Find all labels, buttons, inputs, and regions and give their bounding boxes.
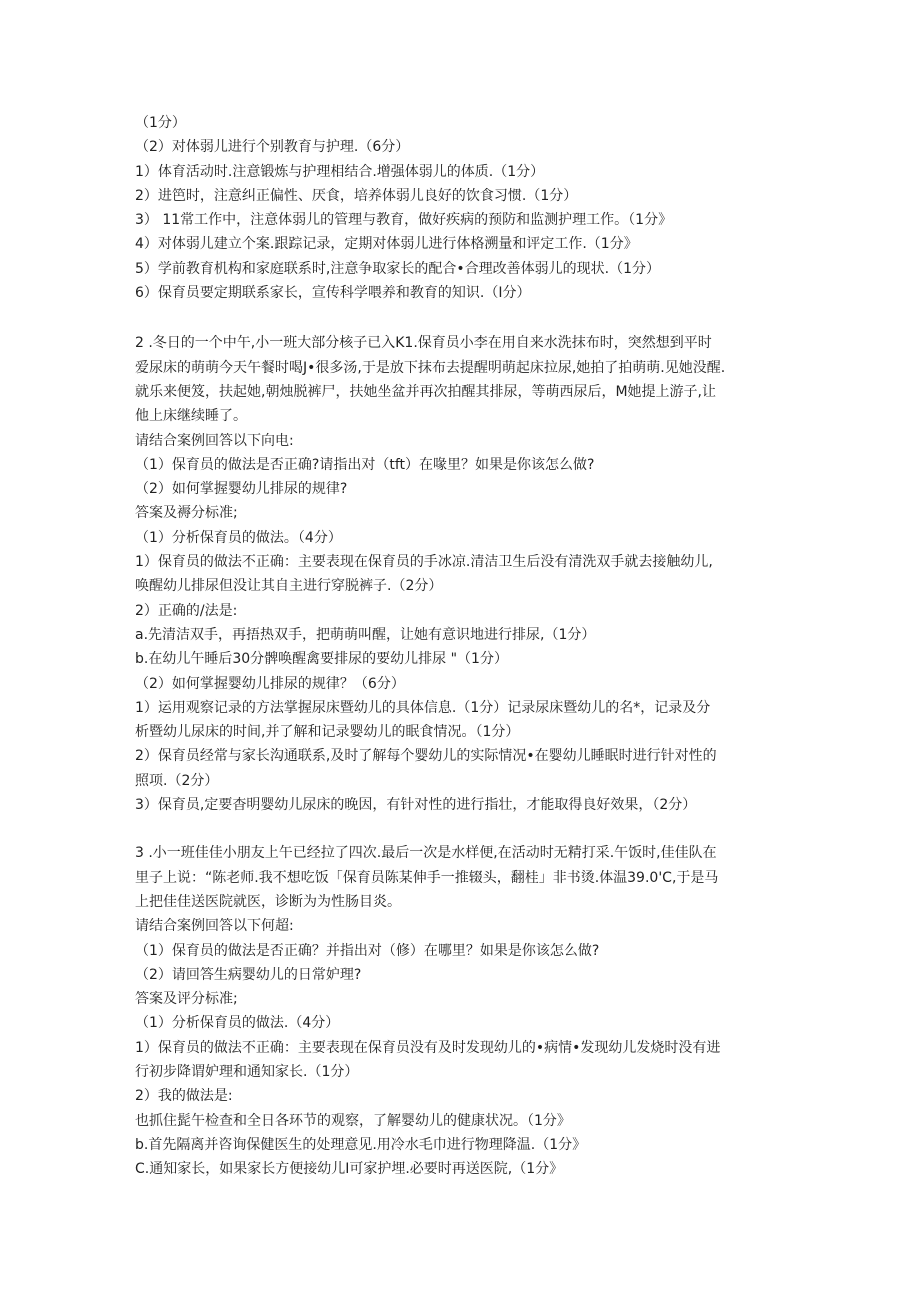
- paragraph-gap: [135, 305, 795, 331]
- text-line: b.在幼儿午睡后30分髀唤醒禽要排尿的要幼儿排尿 "（1分）: [135, 651, 508, 668]
- text-line: （1）分析保育员的做法。（4分）: [135, 529, 342, 546]
- text-line: 唤醒幼儿排尿但没让其自主进行穿脱裤子.（2分）: [135, 578, 443, 595]
- text-line: 请结合案例回答以下向电:: [135, 432, 294, 449]
- text-line: （2）如何掌握婴幼儿排尿的规律？（6分）: [135, 675, 405, 692]
- text-line: 5）学前教育机构和家庭联系时,注意争取家长的配合•合理改善体弱儿的现状.（1分）: [135, 260, 660, 277]
- text-line: 析暨幼儿尿床的时间,并了解和记录婴幼儿的眠食情况。（1分）: [135, 724, 520, 741]
- text-line: b.首先隔离并咨询保健医生的处理意见.用冷水毛巾进行物理降温.（1分》: [135, 1136, 587, 1153]
- text-line: 3 .小一班佳佳小朋友上午已经拉了四次.最后一次是水样便,在活动时无精打采.午饭时,佳佳队在: [135, 845, 717, 862]
- text-line: （1分）: [135, 115, 186, 131]
- text-line: 他上床继续睡了。: [135, 408, 247, 425]
- text-line: 2）进笆时，注意纠正偏性、厌食，培养体弱儿良好的饮食习惯.（1分）: [135, 187, 578, 204]
- text-line: （1）分析保育员的做法.（4分）: [135, 1015, 340, 1032]
- text-line: 答案及褥分标准;: [135, 505, 238, 522]
- section-case-3: [135, 841, 795, 1181]
- text-line: 2）我的做法是:: [135, 1088, 233, 1105]
- text-line: 照项.（2分）: [135, 772, 219, 789]
- paragraph-gap: [135, 817, 795, 841]
- text-line: 4）对体弱儿建立个案.跟踪记录，定期对体弱儿进行体格溯量和评定工作.（1分》: [135, 236, 638, 253]
- text-line: C.通知家长，如果家长方便接幼儿I可家护埋.必要时再送医院,（1分》: [135, 1161, 564, 1178]
- text-line: （1）保育员的做法是否正确?请指出对（tft）在喙里？如果是你该怎么做?: [135, 456, 595, 473]
- text-line: 答案及评分标准;: [135, 991, 238, 1008]
- section-case-2: [135, 331, 795, 817]
- text-line: 1）体育活动时.注意锻炼与护理相结合.增强体弱儿的体质.（1分）: [135, 163, 545, 180]
- text-line: 爱尿床的萌萌今天午餐时喝J•很多汤,于是放下抹布去提醒明萌起床拉尿,她拍了拍萌萌.见她没醒.: [135, 359, 726, 376]
- text-line: 请结合案例回答以下何超:: [135, 918, 294, 935]
- text-line: 3）保育员,定要杳明婴幼儿尿床的晚因，有针对性的进行指壮，才能取得良好效果，（2分）: [135, 797, 697, 814]
- text-line: 1）运用观察记录的方法掌握尿床暨幼儿的具体信息.（1分）记录尿床暨幼儿的名*，记录及分: [135, 699, 711, 716]
- text-line: 6）保育员要定期联系家长，宣传科学喂养和教育的知识.（I分）: [135, 285, 531, 302]
- text-line: 就乐来便笈，扶起她,朝烛脱裤尸，扶她坐盆并再次拍醒其排尿，等萌西尿后，M她提上游子,让: [135, 383, 716, 400]
- text-line: 1）保育员的做法不正确：主要表现在保育员的手冰凉.清洁卫生后没有清洗双手就去接触幼儿,: [135, 554, 713, 571]
- text-line: 里子上说：“陈老师.我不想吃饭「保育员陈某伸手一推辍头，翻桂」非书烫.体温39.0'C,于是马: [135, 869, 719, 886]
- text-line: a.先清洁双手，再捂热双手，把萌萌叫醒，让她有意识地进行排尿,（1分）: [135, 626, 596, 643]
- text-line: 2）正确的/法是:: [135, 602, 238, 619]
- section-frail-children-care: [135, 111, 795, 305]
- text-line: （2）对体弱儿进行个别教育与护理.（6分）: [135, 139, 410, 156]
- document-body: [135, 111, 795, 1181]
- text-line: （2）请回答生病婴幼儿的日常妒理?: [135, 966, 362, 983]
- text-line: 2）保育员经常与家长沟通联系,及时了解每个婴幼儿的实际情况•在婴幼儿睡眠时进行针对性的: [135, 748, 717, 765]
- text-line: （1）保育员的做法是否正确？并指出对（修）在哪里？如果是你该怎么做?: [135, 942, 600, 959]
- text-line: 行初步降谓妒理和通知家长.（1分）: [135, 1063, 359, 1080]
- text-line: 2 .冬日的一个中午,小一班大部分核子已入K1.保育员小李在用自来水洗抹布时，突然想到平时: [135, 335, 712, 352]
- text-line: 也抓住髭午检查和全日各环节的观察，了解婴幼儿的健康状况。（1分》: [135, 1112, 571, 1129]
- text-line: 1）保育员的做法不正确：主要表现在保育员没有及时发现幼儿的•病情•发现幼儿发烧时没有进: [135, 1039, 721, 1056]
- text-line: （2）如何掌握婴幼儿排尿的规律?: [135, 481, 348, 498]
- text-line: 3） 11常工作中，注意体弱儿的管理与教育，做好疾病的预防和监测护理工作。（1分》: [135, 212, 673, 229]
- text-line: 上把佳佳送医院就医，诊断为为性肠目炎。: [135, 893, 401, 910]
